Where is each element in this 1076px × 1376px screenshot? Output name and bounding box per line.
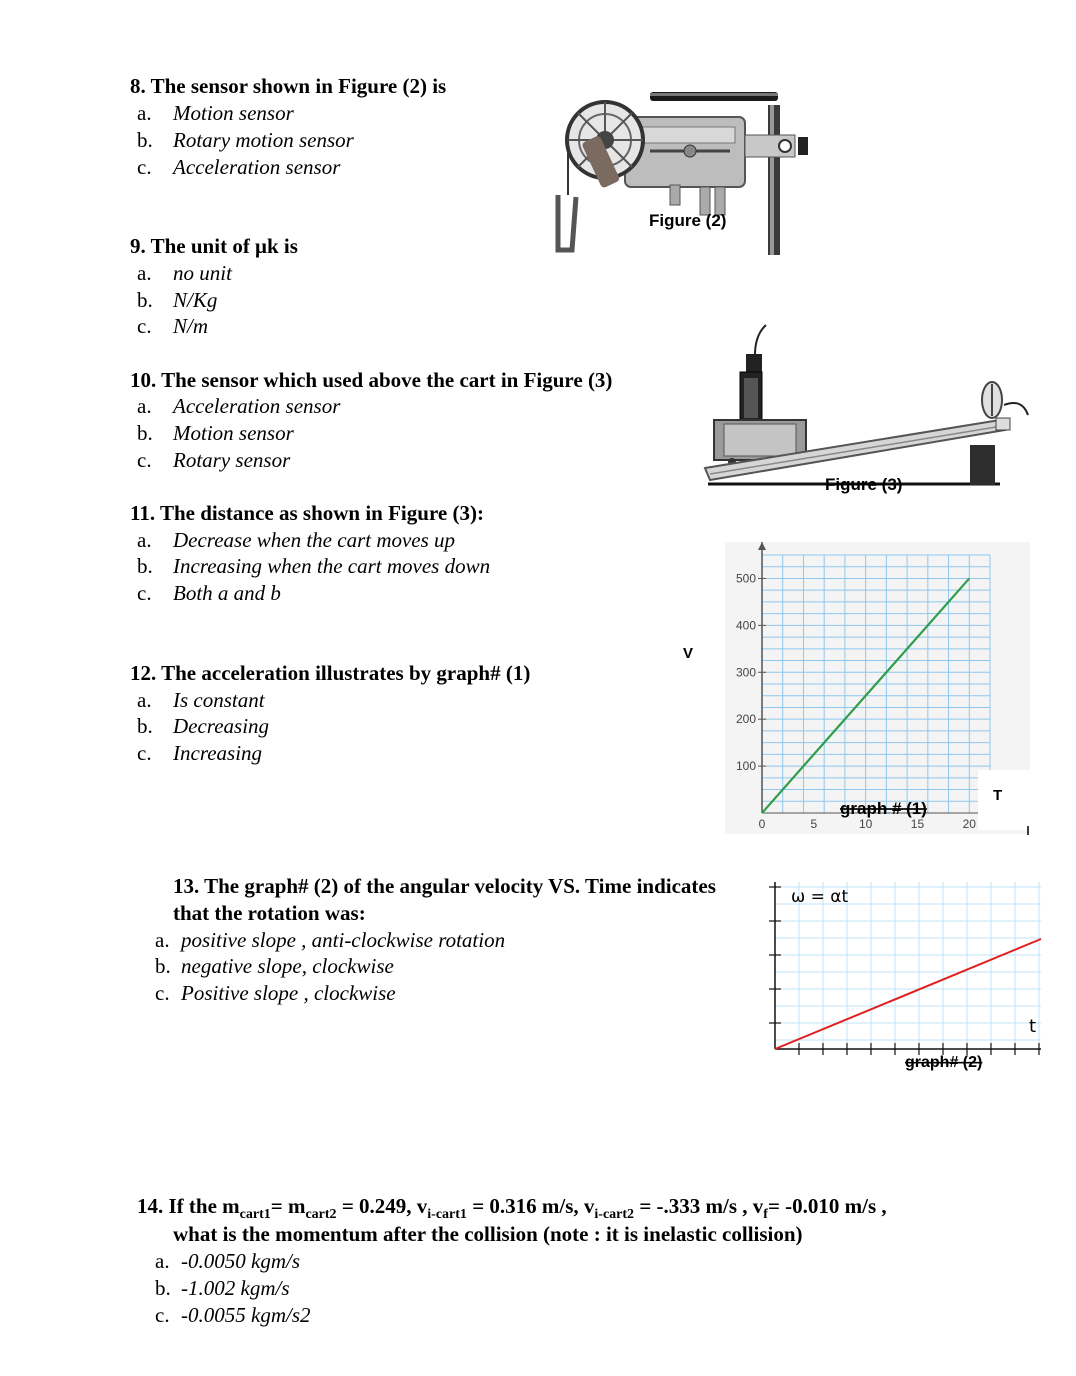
q14-option-b[interactable] — [155, 1275, 290, 1302]
option-letter: a. — [137, 101, 152, 125]
graph-1-xtick-label: 5 — [810, 817, 818, 831]
figure-3-cart-track — [700, 320, 1035, 498]
q14-sub-icart2: i-cart2 — [594, 1207, 635, 1223]
q14-option-c[interactable] — [155, 1302, 311, 1329]
figure-3-caption: Figure (3) — [825, 475, 903, 494]
graph-1-ytick-label: 500 — [735, 571, 756, 586]
option-letter: b. — [137, 421, 153, 445]
option-text: negative slope, clockwise — [181, 954, 394, 978]
q13-option-b[interactable] — [155, 953, 394, 980]
q12-option-c[interactable] — [137, 740, 262, 767]
option-text: Increasing — [173, 741, 263, 765]
option-text: Decrease when the cart moves up — [173, 528, 456, 552]
option-text: Motion sensor — [173, 101, 294, 125]
graph-2 — [765, 877, 1045, 1072]
graph-2-caption: graph# (2) — [905, 1054, 983, 1071]
option-text: N/Kg — [173, 288, 218, 312]
q11-option-c[interactable] — [137, 580, 281, 607]
q8-option-a[interactable] — [137, 100, 294, 127]
option-letter: a. — [137, 261, 152, 285]
option-letter: b. — [137, 714, 153, 738]
graph-1-ylabel: V — [683, 645, 694, 662]
q10-option-b[interactable] — [137, 420, 294, 447]
question-9: 9. The unit of μk is — [130, 234, 298, 258]
option-letter: c. — [137, 155, 152, 179]
graph-1-ytick-label: 400 — [735, 618, 756, 633]
question-10: 10. The sensor which used above the cart in Figure (3) — [130, 368, 613, 392]
graph-1-xtick-label: 20 — [962, 817, 976, 831]
q14-sub-f: f — [763, 1207, 768, 1223]
question-13-line-2: that the rotation was: — [173, 901, 366, 925]
option-text: -0.0050 kgm/s — [181, 1249, 300, 1273]
q13-option-c[interactable] — [155, 980, 396, 1007]
option-text: Motion sensor — [173, 421, 294, 445]
option-letter: a. — [137, 394, 152, 418]
option-letter: b. — [155, 954, 171, 978]
graph-1-ytick-label: 100 — [735, 759, 756, 774]
figure-2-rotary-sensor — [550, 85, 820, 257]
graph-1-xtick-label: 15 — [910, 817, 925, 831]
q14-text-1: 14. If the m — [137, 1194, 240, 1218]
q14-text-3: = 0.249, v — [336, 1194, 428, 1218]
option-text: Rotary motion sensor — [173, 128, 354, 152]
graph-1-label-patch — [978, 770, 1030, 830]
graph-1 — [680, 538, 1030, 838]
option-letter: c. — [137, 314, 152, 338]
q8-option-b[interactable] — [137, 127, 354, 154]
figure-2-caption: Figure (2) — [649, 211, 727, 230]
q10-option-c[interactable] — [137, 447, 290, 474]
option-letter: c. — [155, 1303, 170, 1327]
q12-option-a[interactable] — [137, 687, 265, 714]
question-13-line-1: 13. The graph# (2) of the angular velocity VS. Time indicates — [173, 874, 716, 898]
q14-option-a[interactable] — [155, 1248, 300, 1275]
option-letter: c. — [137, 741, 152, 765]
q11-option-a[interactable] — [137, 527, 455, 554]
q8-option-c[interactable] — [137, 154, 340, 181]
option-letter: b. — [137, 288, 153, 312]
option-text: no unit — [173, 261, 232, 285]
q14-text-5: = -.333 m/s , v — [634, 1194, 764, 1218]
option-letter: a. — [137, 688, 152, 712]
option-letter: a. — [155, 1249, 170, 1273]
rotary-sensor-illustration — [550, 85, 820, 257]
option-letter: c. — [155, 981, 170, 1005]
graph-1-plot — [680, 538, 1030, 838]
option-text: -1.002 kgm/s — [181, 1276, 290, 1300]
graph-1-ytick-label: 200 — [735, 712, 756, 727]
option-text: Positive slope , clockwise — [181, 981, 396, 1005]
graph-1-xlabel: T — [993, 787, 1003, 804]
q14-text-2: = m — [270, 1194, 306, 1218]
graph-1-ytick-label: 300 — [735, 665, 756, 680]
q10-option-a[interactable] — [137, 393, 340, 420]
option-letter: c. — [137, 581, 152, 605]
graph-2-equation: ω = αt — [791, 887, 849, 907]
graph-1-xtick-label: 10 — [858, 817, 873, 831]
q9-option-b[interactable] — [137, 287, 217, 314]
option-text: Rotary sensor — [173, 448, 291, 472]
option-text: -0.0055 kgm/s2 — [181, 1303, 311, 1327]
option-letter: b. — [137, 128, 153, 152]
option-text: Is constant — [173, 688, 265, 712]
option-text: Increasing when the cart moves down — [173, 554, 491, 578]
option-text: positive slope , anti-clockwise rotation — [181, 928, 506, 952]
cart-track-illustration — [700, 320, 1035, 498]
question-12: 12. The acceleration illustrates by graph# (1) — [130, 661, 531, 685]
graph-1-caption: graph # (1) — [840, 799, 927, 818]
option-letter: a. — [155, 928, 170, 952]
q14-sub-cart2: cart2 — [305, 1207, 337, 1223]
q9-option-a[interactable] — [137, 260, 232, 287]
option-letter: a. — [137, 528, 152, 552]
q9-option-c[interactable] — [137, 313, 208, 340]
option-text: Decreasing — [173, 714, 270, 738]
question-8: 8. The sensor shown in Figure (2) is — [130, 74, 447, 98]
option-text: Acceleration sensor — [173, 155, 341, 179]
option-letter: c. — [137, 448, 152, 472]
q14-text-4: = 0.316 m/s, v — [466, 1194, 595, 1218]
graph-2-xlabel: t — [1029, 1016, 1037, 1037]
q14-sub-icart1: i-cart1 — [427, 1207, 467, 1223]
question-11: 11. The distance as shown in Figure (3): — [130, 501, 484, 525]
q13-option-a[interactable] — [155, 927, 505, 954]
q14-text-6: = -0.010 m/s , — [767, 1194, 887, 1218]
option-text: N/m — [173, 314, 209, 338]
q11-option-b[interactable] — [137, 553, 490, 580]
option-letter: b. — [155, 1276, 171, 1300]
q12-option-b[interactable] — [137, 713, 269, 740]
option-letter: b. — [137, 554, 153, 578]
question-14-line-2: what is the momentum after the collision (note : it is inelastic collision) — [173, 1222, 803, 1246]
graph-1-xtick-label: 0 — [758, 817, 766, 831]
option-text: Both a and b — [173, 581, 281, 605]
option-text: Acceleration sensor — [173, 394, 341, 418]
q14-sub-cart1: cart1 — [239, 1207, 271, 1223]
graph-2-plot — [765, 877, 1045, 1072]
